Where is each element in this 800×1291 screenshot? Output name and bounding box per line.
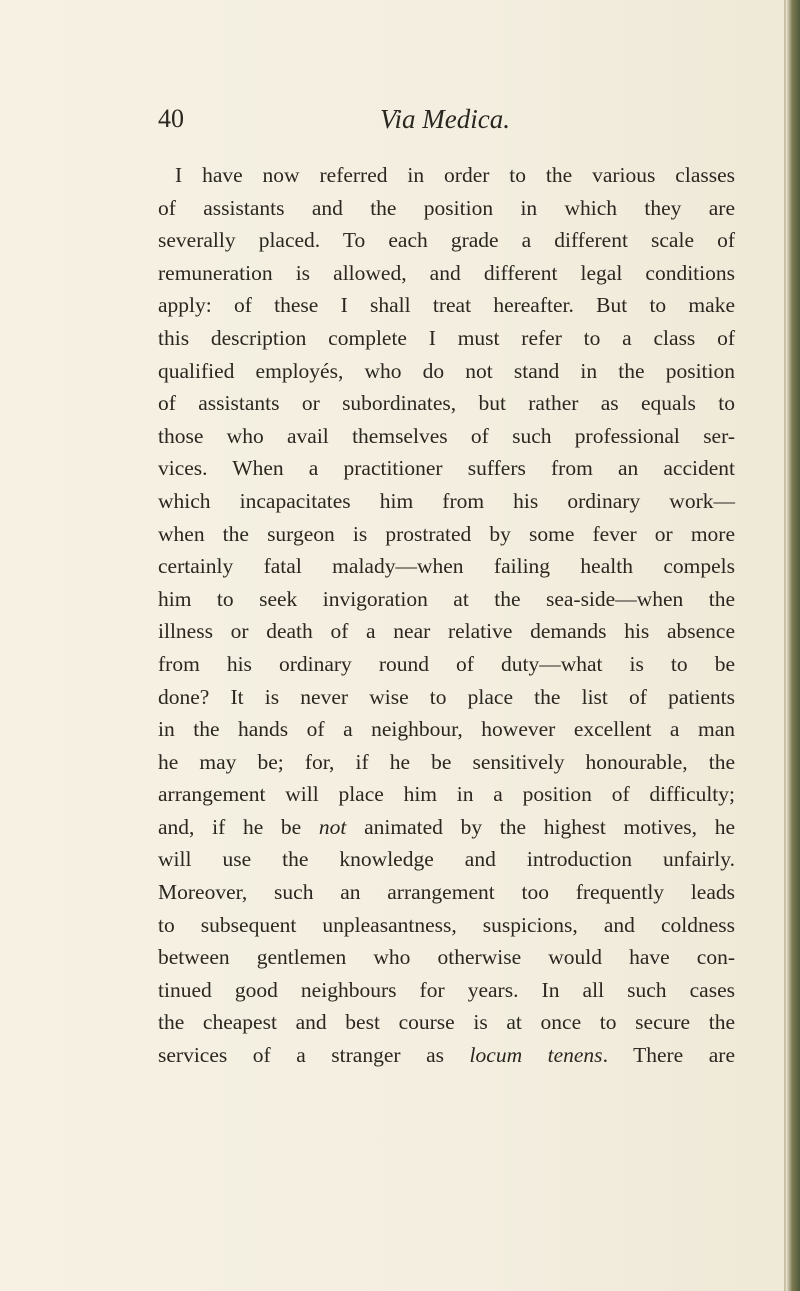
italic-text: not xyxy=(318,814,347,839)
text-line: when the surgeon is prostrated by some fever or more xyxy=(158,521,735,546)
text-line: severally placed. To each grade a different scale of xyxy=(158,228,735,253)
text-segment: services of a stranger as xyxy=(158,1043,470,1068)
text-segment: and, if he be xyxy=(158,814,319,839)
text-line: remuneration is allowed, and different legal conditions xyxy=(158,260,735,285)
body-paragraph xyxy=(158,159,735,1072)
text-line: qualified employés, who do not stand in the position xyxy=(158,358,735,383)
text-line xyxy=(158,811,735,844)
text-line: him to seek invigoration at the sea-side—when the xyxy=(158,586,735,611)
text-line: from his ordinary round of duty—what is to be xyxy=(158,651,735,676)
text-line: will use the knowledge and introduction unfairly. xyxy=(158,847,735,872)
italic-text: locum tenens xyxy=(469,1043,603,1068)
text-line: in the hands of a neighbour, however excellent a man xyxy=(158,717,735,742)
text-line: Moreover, such an arrangement too frequently leads xyxy=(158,880,735,905)
text-segment: . There are xyxy=(602,1043,735,1068)
text-line: which incapacitates him from his ordinary work— xyxy=(158,488,735,513)
text-segment: animated by the highest motives, he xyxy=(346,814,735,839)
text-line: certainly fatal malady—when failing health compels xyxy=(158,554,735,579)
page-number: 40 xyxy=(158,104,184,133)
text-line: apply: of these I shall treat hereafter. But to make xyxy=(158,293,735,318)
text-line: this description complete I must refer to a class of xyxy=(158,325,735,350)
text-line: he may be; for, if he be sensitively honourable, the xyxy=(158,749,735,774)
running-head: Via Medica. xyxy=(380,104,510,134)
text-line: between gentlemen who otherwise would have con- xyxy=(158,945,735,970)
text-line: I have now referred in order to the various classes xyxy=(175,163,735,187)
text-line xyxy=(158,1039,735,1072)
page-edge-shadow xyxy=(786,0,800,1291)
text-line: illness or death of a near relative demands his absence xyxy=(158,619,735,644)
page-header xyxy=(158,104,718,140)
text-line: vices. When a practitioner suffers from an accident xyxy=(158,456,735,481)
text-line: tinued good neighbours for years. In all such cases xyxy=(158,977,735,1002)
text-line: of assistants or subordinates, but rather as equals to xyxy=(158,391,735,416)
text-line: to subsequent unpleasantness, suspicions, and coldness xyxy=(158,912,735,937)
text-line: of assistants and the position in which they are xyxy=(158,195,735,220)
text-line: those who avail themselves of such professional ser- xyxy=(158,423,735,448)
text-line: arrangement will place him in a position of difficulty; xyxy=(158,782,735,807)
text-line: done? It is never wise to place the list of patients xyxy=(158,684,735,709)
text-line: the cheapest and best course is at once to secure the xyxy=(158,1010,735,1035)
